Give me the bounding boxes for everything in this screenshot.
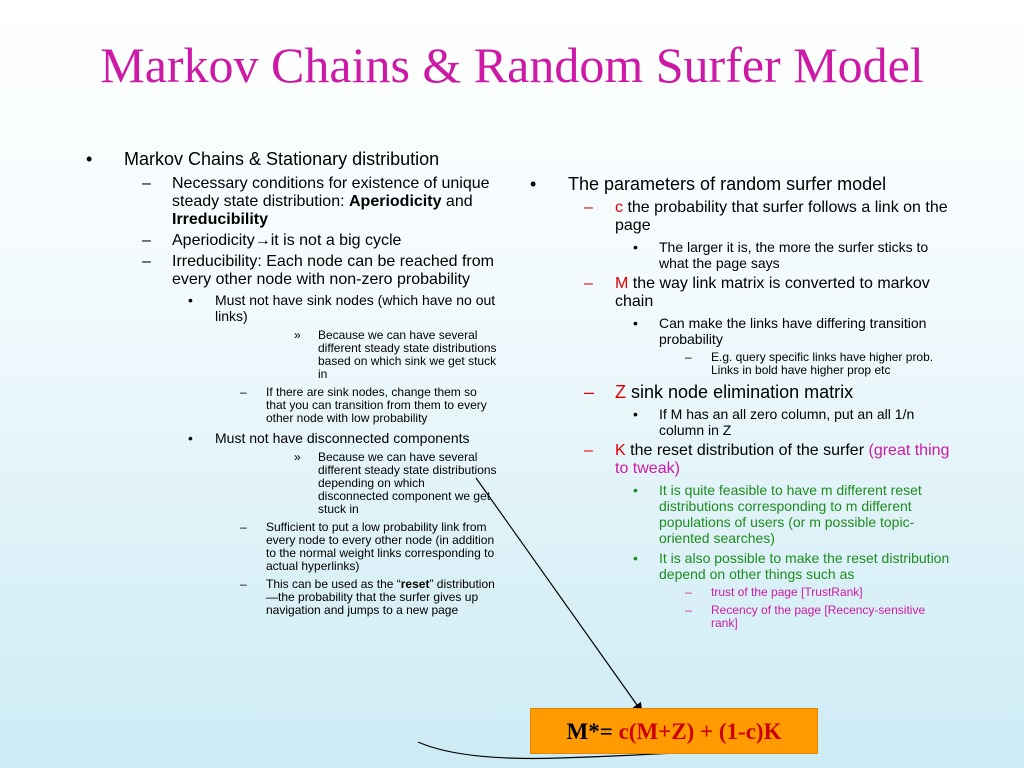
dash-marker: – [240, 385, 247, 399]
tweak-note: (great thing to tweak) [615, 442, 950, 477]
guillemet-marker: » [294, 450, 301, 464]
bullet-text: Sufficient to put a low probability link from every node to every other node (in addition to the normal weight links corresponding to actual hyperlinks) [266, 520, 495, 573]
bullet-text: sink node elimination matrix [631, 382, 854, 402]
dash-marker: – [584, 199, 593, 216]
bullet-text: If there are sink nodes, change them so that you can transition from them to every other node with low probability [266, 385, 487, 425]
bullet-text: If M has an all zero column, put an all 1/n column in Z [659, 406, 915, 438]
bullet-text: Markov Chains & Stationary distribution [124, 149, 440, 169]
bullet-text: Irreducibility: Each node can be reached from every other node with non-zero probability [172, 253, 494, 288]
bullet-text: E.g. query specific links have higher prob. Links in bold have higher prop etc [711, 350, 934, 377]
bullet-text: Because we can have several different steady state distributions depending on which disconnected component we get stuck in [318, 450, 497, 516]
dash-marker: – [142, 175, 151, 192]
dash-marker: – [240, 577, 247, 591]
bullet-text: Necessary conditions for existence of unique steady state distribution: [172, 175, 490, 210]
bullet-text: Must not have disconnected components [215, 430, 470, 446]
bullet-text: the probability that surfer follows a link on the page [615, 199, 948, 234]
arrow-sink-to-formula [476, 478, 642, 712]
bullet-marker: • [530, 174, 537, 194]
bullet-text-continued: ” distribution—the probability that the surfer gives up navigation and jumps to a new page [266, 577, 495, 617]
bullet-text: trust of the page [TrustRank] [711, 585, 863, 599]
dash-marker: – [584, 275, 593, 292]
aperiodicity-label: Aperiodicity [172, 232, 255, 249]
bullet-text: Must not have sink nodes (which have no out links) [215, 292, 496, 324]
dash-marker: – [142, 232, 151, 249]
bullet-text: the way link matrix is converted to markov chain [615, 275, 930, 310]
bullet-marker: • [633, 550, 638, 566]
reset-term: reset [400, 577, 430, 591]
dash-marker: – [584, 382, 595, 402]
dash-marker: – [685, 603, 692, 617]
bullet-text: Recency of the page [Recency-sensitive rank] [711, 603, 926, 630]
formula-box [530, 708, 818, 754]
bullet-marker: • [188, 292, 193, 308]
right-arrow-icon: → [254, 232, 271, 249]
bullet-text: the reset distribution of the surfer [630, 442, 865, 459]
dash-marker: – [685, 350, 692, 364]
dash-marker: – [685, 585, 692, 599]
bullet-text: This can be used as the “ [266, 577, 401, 591]
bullet-marker: • [86, 149, 93, 169]
dash-marker: – [142, 253, 151, 270]
bullet-marker: • [633, 482, 638, 498]
symbol-m: M [615, 275, 629, 292]
bullet-text: Can make the links have differing transition probability [659, 315, 927, 347]
bullet-text: The larger it is, the more the surfer sticks to what the page says [659, 239, 929, 271]
irreducibility-term: Irreducibility [172, 211, 269, 228]
bullet-text: Because we can have several different steady state distributions based on which sink we get stuck in [318, 328, 497, 381]
bullet-marker: • [633, 315, 638, 331]
bullet-marker: • [188, 430, 193, 446]
bullet-text: it is not a big cycle [270, 232, 402, 249]
bullet-text: It is quite feasible to have m different reset distributions corresponding to m different populations of users (or m possible topic-oriented searches) [659, 482, 922, 546]
symbol-c: c [615, 199, 623, 216]
and-word: and [445, 193, 473, 210]
aperiodicity-term: Aperiodicity [349, 193, 442, 210]
bullet-text: The parameters of random surfer model [568, 174, 887, 194]
guillemet-marker: » [294, 328, 301, 342]
symbol-z: Z [615, 382, 626, 402]
formula-lhs: M*= [566, 719, 613, 744]
slide-title: Markov Chains & Random Surfer Model [100, 37, 924, 93]
bullet-text: It is also possible to make the reset distribution depend on other things such as [659, 550, 950, 582]
dash-marker: – [240, 520, 247, 534]
bullet-marker: • [633, 406, 638, 422]
bullet-marker: • [633, 239, 638, 255]
formula-rhs: c(M+Z) + (1-c)K [618, 719, 782, 744]
dash-marker: – [584, 442, 593, 459]
symbol-k: K [615, 442, 626, 459]
